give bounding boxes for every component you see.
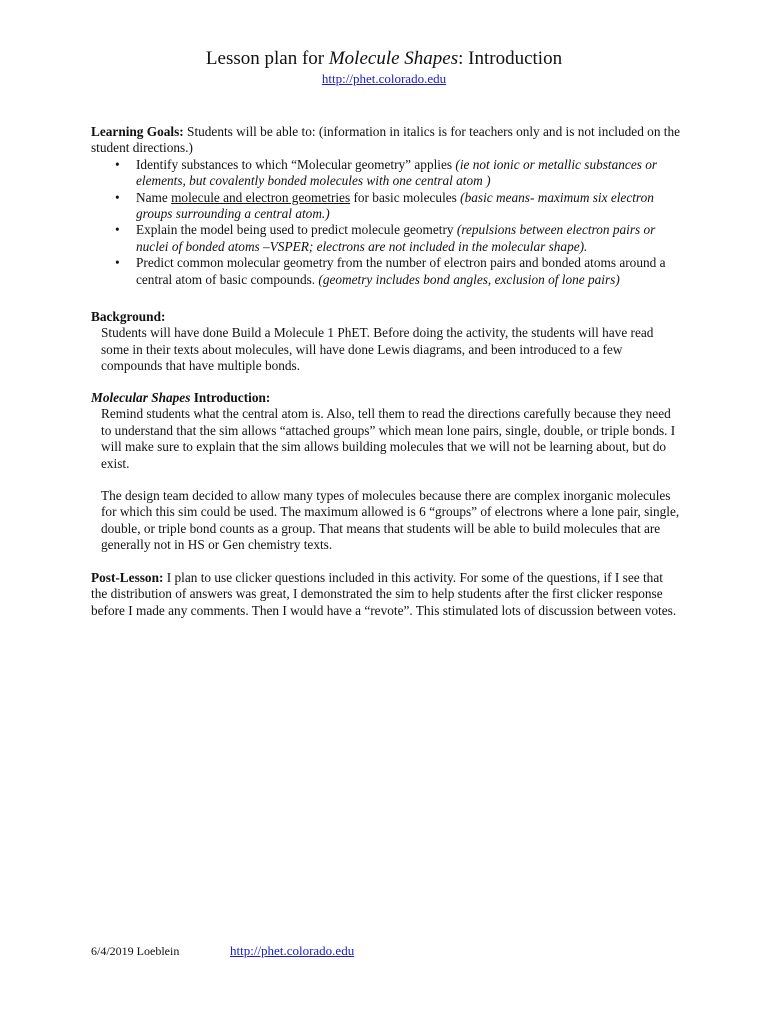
footer-url-link[interactable]: http://phet.colorado.edu: [230, 943, 355, 958]
underlined-term: molecule and electron geometries: [171, 189, 351, 205]
learning-goal-item: • Identify substances to which “Molecular geometry” applies (ie not ionic or metallic substances or elements, but covalently bonded molecules with one central atom ): [115, 156, 658, 189]
header-url-link[interactable]: http://phet.colorado.edu: [321, 71, 447, 86]
teacher-note: (geometry includes bond angles, exclusion of lone pairs): [318, 271, 620, 287]
teacher-note: (basic means- maximum six electron groups surrounding a central atom.): [136, 189, 654, 222]
introduction-label: Molecular Shapes Introduction:: [91, 390, 271, 405]
footer-url-row: [230, 943, 354, 959]
bullet-icon: •: [115, 255, 120, 271]
learning-goal-item: • Explain the model being used to predict molecule geometry (repulsions between electron pairs or nuclei of bonded atoms –VSPER; electrons are not included in the molecular shape).: [115, 222, 656, 254]
introduction-section: [91, 390, 681, 554]
title-italic-sim-name: Molecule Shapes: [328, 48, 459, 69]
post-lesson-label: Post-Lesson:: [91, 570, 164, 585]
post-lesson-text: I plan to use clicker questions included in this activity. For some of the questions, if I see that the distribution of answers was great, I demonstrated the sim to help students after the first clicker response before I made any comments. Then I would have a “revote”. This stimulated lots of discussion between votes.: [91, 570, 677, 618]
learning-goals-section: [91, 124, 681, 288]
introduction-paragraph-1: Remind students what the central atom is. Also, tell them to read the directions carefully because they need to understand that the sim allows “attached groups” which mean lone pairs, single, double, or triple bonds. I will make sure to explain that the sim allows building molecules that we will not be learning about, but do exist.: [101, 406, 676, 471]
learning-goal-item: • Name molecule and electron geometries for basic molecules (basic means- maximum six electron groups surrounding a central atom.): [115, 189, 654, 222]
learning-goals-label: Learning Goals:: [91, 124, 184, 139]
post-lesson-section: [91, 570, 681, 619]
teacher-note: (ie not ionic or metallic substances or elements, but covalently bonded molecules with one central atom ): [136, 156, 658, 189]
background-section: [91, 309, 681, 375]
learning-goals-intro: Learning Goals: Students will be able to: (information in italics is for teachers only and is not included on the student directions.): [91, 124, 681, 156]
learning-goal-item: • Predict common molecular geometry from the number of electron pairs and bonded atoms around a central atom of basic compounds. (geometry includes bond angles, exclusion of lone pairs): [115, 255, 666, 287]
background-text: Students will have done Build a Molecule 1 PhET. Before doing the activity, the students will have read some in their texts about molecules, will have done Lewis diagrams, and been introduced to a few compounds that have multiple bonds.: [101, 325, 654, 374]
page-title: Lesson plan for Molecule Shapes: Introduction: [205, 48, 563, 69]
bullet-icon: •: [115, 222, 120, 238]
introduction-paragraph-2: The design team decided to allow many types of molecules because there are complex inorganic molecules for which this sim could be used. The maximum allowed is 6 “groups” of electrons where a lone pair, single, double, or triple bond counts as a group. That means that students will be able to build molecules that are generally not in HS or Gen chemistry texts.: [101, 488, 680, 553]
footer-date-author: 6/4/2019 Loeblein: [91, 944, 180, 958]
learning-goals-list: [91, 157, 681, 288]
teacher-note: (repulsions between electron pairs or nuclei of bonded atoms –VSPER; electrons are not included in the molecular shape).: [136, 222, 656, 254]
background-label: Background:: [91, 309, 166, 324]
bullet-icon: •: [115, 189, 120, 205]
bullet-icon: •: [115, 156, 120, 172]
header-url-row: [0, 71, 768, 87]
